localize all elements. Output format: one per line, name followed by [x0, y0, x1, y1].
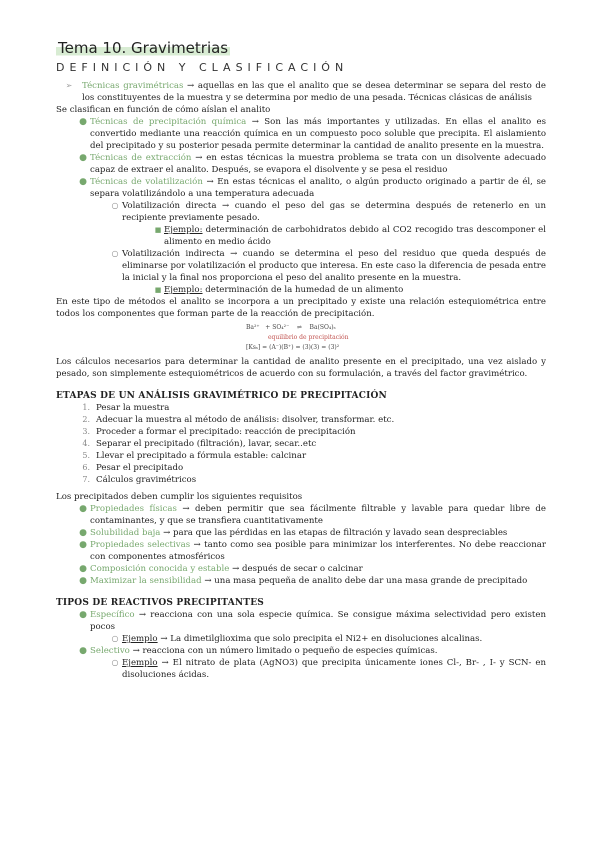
stage-text: Pesar el precipitado — [96, 463, 184, 473]
method-paragraph: En este tipo de métodos el analito se incorpora a un precipitado y existe una relación estequiométrica entre todos los componentes que forman parte de la reacción de precipitación. — [56, 297, 546, 319]
square-bullet-icon: ■ — [154, 226, 162, 234]
formula-note: equilibrio de precipitación — [268, 334, 349, 341]
requirement-term: Maximizar la sensibilidad — [90, 576, 202, 586]
requirement-term: Composición conocida y estable — [90, 564, 230, 574]
reagent-term: Específico — [90, 610, 135, 620]
dot-bullet-icon: ● — [79, 540, 87, 550]
technique-text: → Son las más importantes y utilizadas. En ellas el analito es convertido mediante una reacción química en un compuesto poco soluble que precipita. El aislamiento del precipitado y su posterior pesada permite determinar la cantidad de analito presente en la muestra. — [90, 117, 547, 151]
example-item — [56, 633, 546, 645]
example-text: determinación de carbohidratos debido al CO2 recogido tras descomponer el alimento en medio ácido — [164, 225, 546, 247]
requirement-text: → para que las pérdidas en las etapas de filtración y lavado sean despreciables — [163, 528, 508, 538]
stage-text: Llevar el precipitado a fórmula estable: calcinar — [96, 451, 307, 461]
requirement-item — [56, 503, 546, 527]
stage-number: 3. — [82, 427, 90, 436]
stage-item — [56, 462, 546, 474]
example-label: Ejemplo: — [164, 225, 203, 235]
reagents-heading: TIPOS DE REACTIVOS PRECIPITANTES — [56, 598, 264, 608]
stage-item — [56, 474, 546, 486]
technique-term: Técnicas de volatilización — [90, 177, 203, 187]
requirement-item — [56, 539, 546, 563]
formula-ksp: [Ksₛ] = (A⁻)(B⁺) = (3)(3) = (3)² — [246, 344, 340, 351]
reagent-term: Selectivo — [90, 646, 130, 656]
technique-term: Técnicas de extracción — [90, 153, 192, 163]
formula-ion-ba: Ba²⁺ — [246, 324, 260, 331]
classify-line: Se clasifican en función de cómo aíslan el analito — [56, 105, 271, 115]
stage-item — [56, 450, 546, 462]
reagent-item — [56, 645, 546, 657]
volat-item — [56, 248, 546, 284]
circle-bullet-icon: ○ — [111, 201, 119, 210]
circle-bullet-icon: ○ — [111, 249, 119, 258]
stage-number: 7. — [82, 475, 90, 484]
page-title: Tema 10. Gravimetrias — [58, 39, 229, 57]
stage-number: 1. — [82, 403, 90, 412]
example-item — [56, 284, 546, 296]
stage-text: Proceder a formar el precipitado: reacción de precipitación — [96, 427, 356, 437]
technique-text: → En estas técnicas el analito, o algún producto originado a partir de él, se separa volatilizándolo a una temperatura adecuada — [90, 177, 546, 199]
requirement-item — [56, 527, 546, 539]
requirement-item — [56, 575, 546, 587]
stage-text: Cálculos gravimétricos — [96, 475, 197, 485]
example-text: determinación de la humedad de un alimento — [205, 285, 404, 295]
dot-bullet-icon: ● — [79, 576, 87, 586]
technique-item — [56, 152, 546, 176]
requirement-term: Solubilidad baja — [90, 528, 161, 538]
precipitation-formula: Ba²⁺ + SO₄²⁻ ⇌ Ba(SO₄)ₛ equilibrio de precipitación [Ksₛ] = (A⁻)(B⁺) = (3)(3) = (3)² — [246, 323, 376, 353]
dot-bullet-icon: ● — [79, 504, 87, 514]
technique-item — [56, 176, 546, 200]
stage-number: 4. — [82, 439, 90, 448]
example-label: Ejemplo — [122, 658, 158, 668]
stage-item — [56, 402, 546, 414]
stages-heading: ETAPAS DE UN ANÁLISIS GRAVIMÉTRICO DE PRECIPITACIÓN — [56, 391, 387, 401]
requirement-text: → una masa pequeña de analito debe dar una masa grande de precipitado — [204, 576, 528, 586]
stage-text: Adecuar la muestra al método de análisis: disolver, transformar. etc. — [96, 415, 395, 425]
technique-text: → en estas técnicas la muestra problema se trata con un disolvente adecuado capaz de extraer el analito. Después, se evapora el disolvente y se pesa el residuo — [90, 153, 546, 175]
requirements-intro: Los precipitados deben cumplir los siguientes requisitos — [56, 492, 303, 502]
requirement-text: → tanto como sea posible para minimizar los interferentes. No debe reaccionar con componentes atmosféricos — [90, 540, 546, 562]
dot-bullet-icon: ● — [79, 646, 87, 656]
example-text: → La dimetilglioxima que solo precipita el Ni2+ en disoluciones alcalinas. — [160, 634, 483, 644]
requirement-text: → después de secar o calcinar — [232, 564, 363, 574]
dot-bullet-icon: ● — [79, 528, 87, 538]
dot-bullet-icon: ● — [79, 117, 87, 127]
reagent-text: → reacciona con una sola especie química. Se consigue máxima selectividad pero existen pocos — [90, 610, 546, 632]
stage-number: 6. — [82, 463, 90, 472]
stage-text: Separar el precipitado (filtración), lavar, secar..etc — [96, 439, 317, 449]
stage-item — [56, 426, 546, 438]
square-bullet-icon: ■ — [154, 286, 162, 294]
stage-item — [56, 438, 546, 450]
example-label: Ejemplo: — [164, 285, 203, 295]
example-item — [56, 657, 546, 681]
example-text: → El nitrato de plata (AgNO3) que precipita únicamente iones Cl-, Br- , I- y SCN- en disoluciones ácidas. — [122, 658, 546, 680]
requirement-term: Propiedades físicas — [90, 504, 177, 514]
intro-term: Técnicas gravimétricas — [82, 81, 184, 91]
volat-text: Volatilización directa → cuando el peso del gas se determina después de retenerlo en un recipiente previamente pesado. — [122, 201, 546, 223]
technique-term: Técnicas de precipitación química — [90, 117, 247, 127]
dot-bullet-icon: ● — [79, 177, 87, 187]
calc-paragraph: Los cálculos necesarios para determinar la cantidad de analito presente en el precipitado, una vez aislado y pesado, son simplemente estequiométricos de acuerdo con su formulación, a través del factor gravimétrico. — [56, 357, 546, 379]
volat-item — [56, 200, 546, 224]
stage-text: Pesar la muestra — [96, 403, 170, 413]
dot-bullet-icon: ● — [79, 153, 87, 163]
dot-bullet-icon: ● — [79, 564, 87, 574]
dot-bullet-icon: ● — [79, 610, 87, 620]
requirement-text: → deben permitir que sea fácilmente filtrable y lavable para quedar libre de contaminantes, y que se transfiera cuantitativamente — [90, 504, 546, 526]
reagent-item — [56, 609, 546, 633]
stage-item — [56, 414, 546, 426]
intro-item — [56, 80, 546, 104]
circle-bullet-icon: ○ — [111, 658, 119, 667]
intro-text: → aquellas en las que el analito que se desea determinar se separa del resto de los constituyentes de la muestra y se determina por medio de una pesada. Técnicas clásicas de análisis — [82, 81, 546, 103]
example-label: Ejemplo — [122, 634, 158, 644]
requirement-term: Propiedades selectivas — [90, 540, 191, 550]
arrow-bullet-icon: ➢ — [65, 81, 73, 90]
circle-bullet-icon: ○ — [111, 634, 119, 643]
reagent-text: → reacciona con un número limitado o pequeño de especies químicas. — [132, 646, 438, 656]
example-item — [56, 224, 546, 248]
volat-text: Volatilización indirecta → cuando se determina el peso del residuo que queda después de eliminarse por volatilización el producto que interesa. En este caso la diferencia de pesada entre la inicial y la final nos proporciona el peso del analito presente en la muestra. — [122, 249, 546, 283]
formula-ion-so4: + SO₄²⁻ — [265, 324, 290, 331]
technique-item — [56, 116, 546, 152]
formula-product: Ba(SO₄)ₛ — [309, 324, 336, 331]
requirement-item — [56, 563, 546, 575]
document-page — [56, 38, 546, 681]
section-subtitle: DEFINICIÓN Y CLASIFICACIÓN — [56, 61, 349, 74]
stage-number: 5. — [82, 451, 90, 460]
stage-number: 2. — [82, 415, 90, 424]
